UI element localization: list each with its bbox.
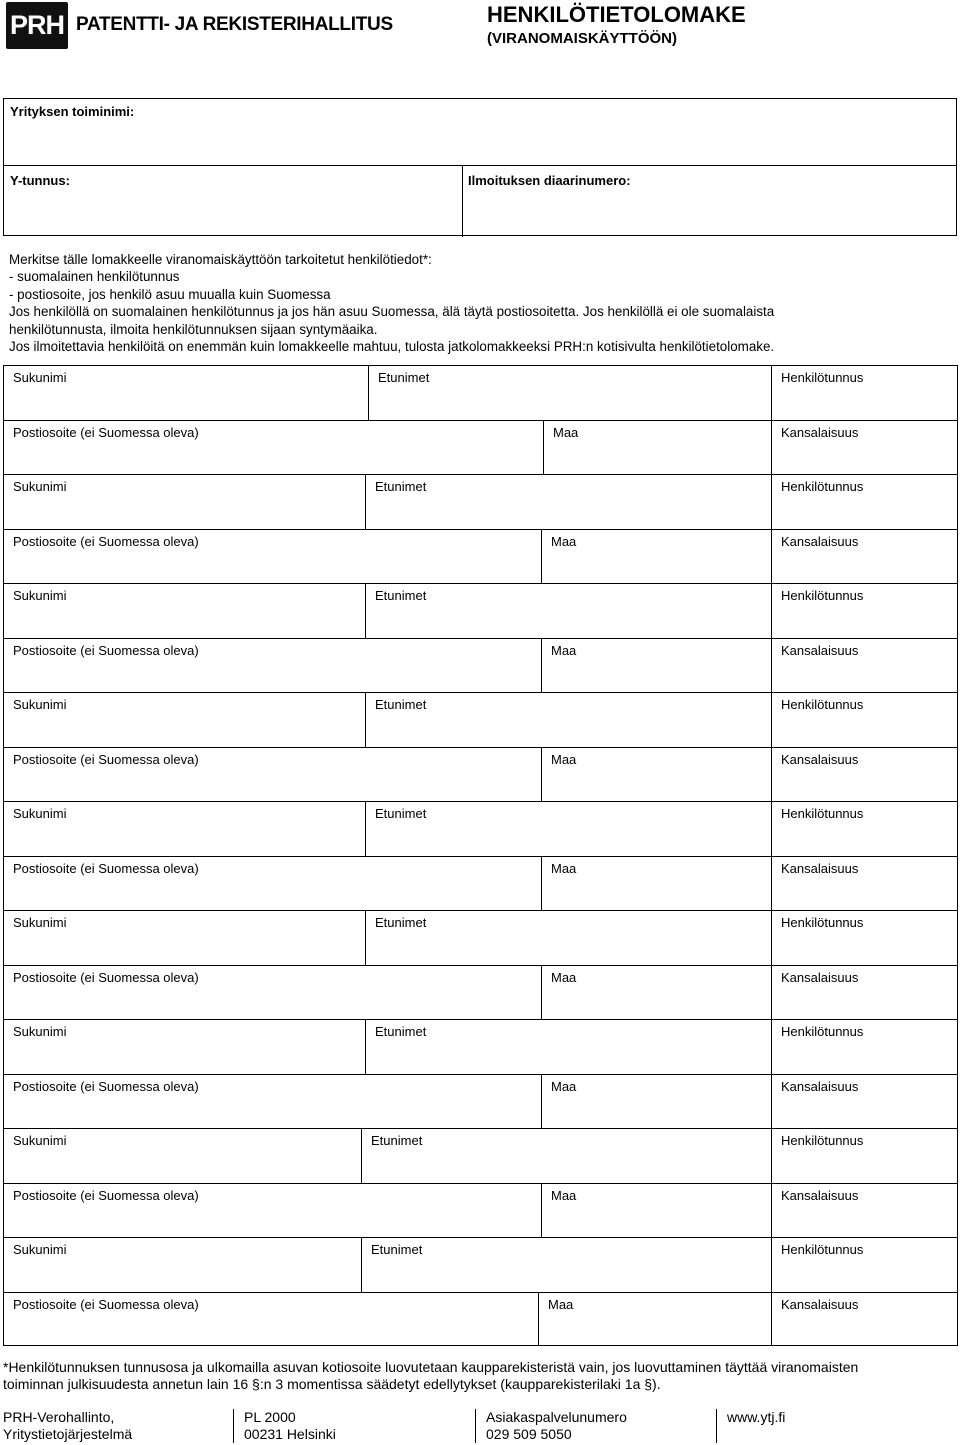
instructions-text xyxy=(9,251,954,355)
surname-field[interactable] xyxy=(4,1238,362,1293)
surname-label: Sukunimi xyxy=(13,1133,67,1148)
first-names-field[interactable] xyxy=(369,366,772,421)
country-field[interactable] xyxy=(542,857,772,911)
postal-address-label: Postiosoite (ei Suomessa oleva) xyxy=(13,752,199,767)
postal-address-field[interactable] xyxy=(4,1184,542,1238)
surname-label: Sukunimi xyxy=(13,1024,67,1039)
country-field[interactable] xyxy=(542,639,772,693)
country-field[interactable] xyxy=(542,748,772,802)
nationality-label: Kansalaisuus xyxy=(781,861,859,876)
postal-address-field[interactable] xyxy=(4,421,544,475)
first-names-label: Etunimet xyxy=(375,697,427,712)
first-names-field[interactable] xyxy=(366,584,772,639)
organization-name: PATENTTI- JA REKISTERIHALLITUS xyxy=(76,14,393,35)
first-names-label: Etunimet xyxy=(371,1133,423,1148)
first-names-label: Etunimet xyxy=(375,588,427,603)
postal-address-field[interactable] xyxy=(4,1293,539,1345)
personal-id-field[interactable] xyxy=(772,475,957,530)
postal-address-label: Postiosoite (ei Suomessa oleva) xyxy=(13,425,199,440)
text-line: Asiakaspalvelunumero xyxy=(486,1409,627,1425)
first-names-field[interactable] xyxy=(366,1020,772,1075)
postal-address-field[interactable] xyxy=(4,857,542,911)
surname-field[interactable] xyxy=(4,366,369,421)
form-subtitle: (VIRANOMAISKÄYTTÖÖN) xyxy=(487,30,677,47)
footnote xyxy=(3,1359,958,1393)
personal-id-field[interactable] xyxy=(772,584,957,639)
personal-id-label: Henkilötunnus xyxy=(781,479,864,494)
first-names-field[interactable] xyxy=(366,911,772,966)
personal-id-field[interactable] xyxy=(772,1129,957,1184)
nationality-field[interactable] xyxy=(772,1075,957,1129)
personal-id-field[interactable] xyxy=(772,802,957,857)
company-info-box xyxy=(3,98,957,236)
company-name-field[interactable] xyxy=(4,99,956,166)
text-line: www.ytj.fi xyxy=(727,1409,786,1425)
business-id-field[interactable] xyxy=(4,165,462,237)
nationality-field[interactable] xyxy=(772,966,957,1020)
footer-organization xyxy=(3,1409,132,1443)
country-label: Maa xyxy=(551,1079,577,1094)
first-names-label: Etunimet xyxy=(371,1242,423,1257)
postal-address-field[interactable] xyxy=(4,639,542,693)
company-name-label: Yrityksen toiminimi: xyxy=(10,104,135,119)
postal-address-label: Postiosoite (ei Suomessa oleva) xyxy=(13,861,199,876)
personal-id-label: Henkilötunnus xyxy=(781,588,864,603)
first-names-field[interactable] xyxy=(362,1238,772,1293)
country-label: Maa xyxy=(548,1297,574,1312)
text-line: Jos ilmoitettavia henkilöitä on enemmän kuin lomakkeelle mahtuu, tulosta jatkolomakkeeksi PRH:n kotisivulta henkilötietolomake. xyxy=(9,339,775,355)
country-label: Maa xyxy=(551,1188,577,1203)
surname-field[interactable] xyxy=(4,1129,362,1184)
personal-id-field[interactable] xyxy=(772,366,957,421)
personal-id-label: Henkilötunnus xyxy=(781,1133,864,1148)
first-names-label: Etunimet xyxy=(375,915,427,930)
country-label: Maa xyxy=(551,534,577,549)
surname-label: Sukunimi xyxy=(13,806,67,821)
nationality-field[interactable] xyxy=(772,1184,957,1238)
first-names-label: Etunimet xyxy=(378,370,430,385)
diary-number-field[interactable] xyxy=(463,165,957,237)
postal-address-field[interactable] xyxy=(4,1075,542,1129)
first-names-field[interactable] xyxy=(362,1129,772,1184)
country-label: Maa xyxy=(551,970,577,985)
surname-field[interactable] xyxy=(4,1020,366,1075)
nationality-field[interactable] xyxy=(772,748,957,802)
surname-field[interactable] xyxy=(4,693,366,748)
postal-address-field[interactable] xyxy=(4,530,542,584)
diary-number-label: Ilmoituksen diaarinumero: xyxy=(468,173,631,188)
footer-address xyxy=(244,1409,336,1443)
country-label: Maa xyxy=(551,861,577,876)
country-field[interactable] xyxy=(542,966,772,1020)
nationality-label: Kansalaisuus xyxy=(781,1188,859,1203)
personal-id-label: Henkilötunnus xyxy=(781,1242,864,1257)
personal-id-label: Henkilötunnus xyxy=(781,697,864,712)
personal-id-label: Henkilötunnus xyxy=(781,915,864,930)
first-names-label: Etunimet xyxy=(375,1024,427,1039)
country-field[interactable] xyxy=(542,1184,772,1238)
first-names-field[interactable] xyxy=(366,475,772,530)
text-line: toiminnan julkisuudesta annetun lain 16 §:n 3 momentissa säädetyt edellytykset (kaupparekisterilaki 1a §). xyxy=(3,1376,661,1392)
personal-id-field[interactable] xyxy=(772,1020,957,1075)
text-line: henkilötunnusta, ilmoita henkilötunnuksen sijaan syntymäaika. xyxy=(9,321,378,337)
personal-id-label: Henkilötunnus xyxy=(781,806,864,821)
form-title: HENKILÖTIETOLOMAKE xyxy=(487,2,746,27)
country-field[interactable] xyxy=(542,530,772,584)
footer-divider xyxy=(716,1409,717,1443)
personal-id-label: Henkilötunnus xyxy=(781,1024,864,1039)
text-line: PRH-Verohallinto, xyxy=(3,1409,115,1425)
surname-label: Sukunimi xyxy=(13,915,67,930)
country-field[interactable] xyxy=(542,1075,772,1129)
surname-field[interactable] xyxy=(4,475,366,530)
surname-label: Sukunimi xyxy=(13,697,67,712)
postal-address-label: Postiosoite (ei Suomessa oleva) xyxy=(13,1297,199,1312)
personal-id-field[interactable] xyxy=(772,911,957,966)
personal-id-label: Henkilötunnus xyxy=(781,370,864,385)
nationality-field[interactable] xyxy=(772,857,957,911)
text-line: 029 509 5050 xyxy=(486,1426,572,1442)
first-names-label: Etunimet xyxy=(375,806,427,821)
first-names-field[interactable] xyxy=(366,802,772,857)
nationality-field[interactable] xyxy=(772,421,957,475)
text-line: Jos henkilöllä on suomalainen henkilötunnus ja jos hän asuu Suomessa, älä täytä postiosoitetta. Jos henkilöllä ei ole suomalaista xyxy=(9,304,775,320)
footer-phone xyxy=(486,1409,627,1443)
country-label: Maa xyxy=(553,425,579,440)
text-line: - postiosoite, jos henkilö asuu muualla kuin Suomessa xyxy=(9,286,331,302)
surname-label: Sukunimi xyxy=(13,588,67,603)
postal-address-label: Postiosoite (ei Suomessa oleva) xyxy=(13,970,199,985)
personal-id-field[interactable] xyxy=(772,1238,957,1293)
nationality-label: Kansalaisuus xyxy=(781,425,859,440)
surname-field[interactable] xyxy=(4,584,366,639)
first-names-label: Etunimet xyxy=(375,479,427,494)
footer-website[interactable] xyxy=(727,1409,785,1426)
nationality-field[interactable] xyxy=(772,639,957,693)
nationality-label: Kansalaisuus xyxy=(781,643,859,658)
surname-label: Sukunimi xyxy=(13,1242,67,1257)
postal-address-field[interactable] xyxy=(4,966,542,1020)
nationality-field[interactable] xyxy=(772,1293,957,1345)
country-label: Maa xyxy=(551,643,577,658)
surname-label: Sukunimi xyxy=(13,479,67,494)
postal-address-label: Postiosoite (ei Suomessa oleva) xyxy=(13,1079,199,1094)
country-label: Maa xyxy=(551,752,577,767)
postal-address-label: Postiosoite (ei Suomessa oleva) xyxy=(13,1188,199,1203)
postal-address-label: Postiosoite (ei Suomessa oleva) xyxy=(13,534,199,549)
postal-address-field[interactable] xyxy=(4,748,542,802)
personal-id-field[interactable] xyxy=(772,693,957,748)
nationality-label: Kansalaisuus xyxy=(781,752,859,767)
text-line: PL 2000 xyxy=(244,1409,296,1425)
text-line: - suomalainen henkilötunnus xyxy=(9,269,180,285)
text-line: Yritystietojärjestelmä xyxy=(3,1426,133,1442)
footer-divider xyxy=(233,1409,234,1443)
nationality-label: Kansalaisuus xyxy=(781,1079,859,1094)
country-field[interactable] xyxy=(539,1293,772,1345)
persons-table xyxy=(3,365,958,1346)
text-line: 00231 Helsinki xyxy=(244,1426,336,1442)
text-line: *Henkilötunnuksen tunnusosa ja ulkomailla asuvan kotiosoite luovutetaan kaupparekisteristä vain, jos luovuttaminen täyttää viranomaisten xyxy=(3,1359,859,1375)
first-names-field[interactable] xyxy=(366,693,772,748)
footer-divider xyxy=(475,1409,476,1443)
surname-label: Sukunimi xyxy=(13,370,67,385)
surname-field[interactable] xyxy=(4,911,366,966)
postal-address-label: Postiosoite (ei Suomessa oleva) xyxy=(13,643,199,658)
nationality-field[interactable] xyxy=(772,530,957,584)
surname-field[interactable] xyxy=(4,802,366,857)
prh-logo: PRH xyxy=(6,2,68,49)
country-field[interactable] xyxy=(544,421,772,475)
nationality-label: Kansalaisuus xyxy=(781,1297,859,1312)
business-id-label: Y-tunnus: xyxy=(10,173,70,188)
nationality-label: Kansalaisuus xyxy=(781,534,859,549)
text-line: Merkitse tälle lomakkeelle viranomaiskäyttöön tarkoitetut henkilötiedot*: xyxy=(9,252,432,267)
nationality-label: Kansalaisuus xyxy=(781,970,859,985)
